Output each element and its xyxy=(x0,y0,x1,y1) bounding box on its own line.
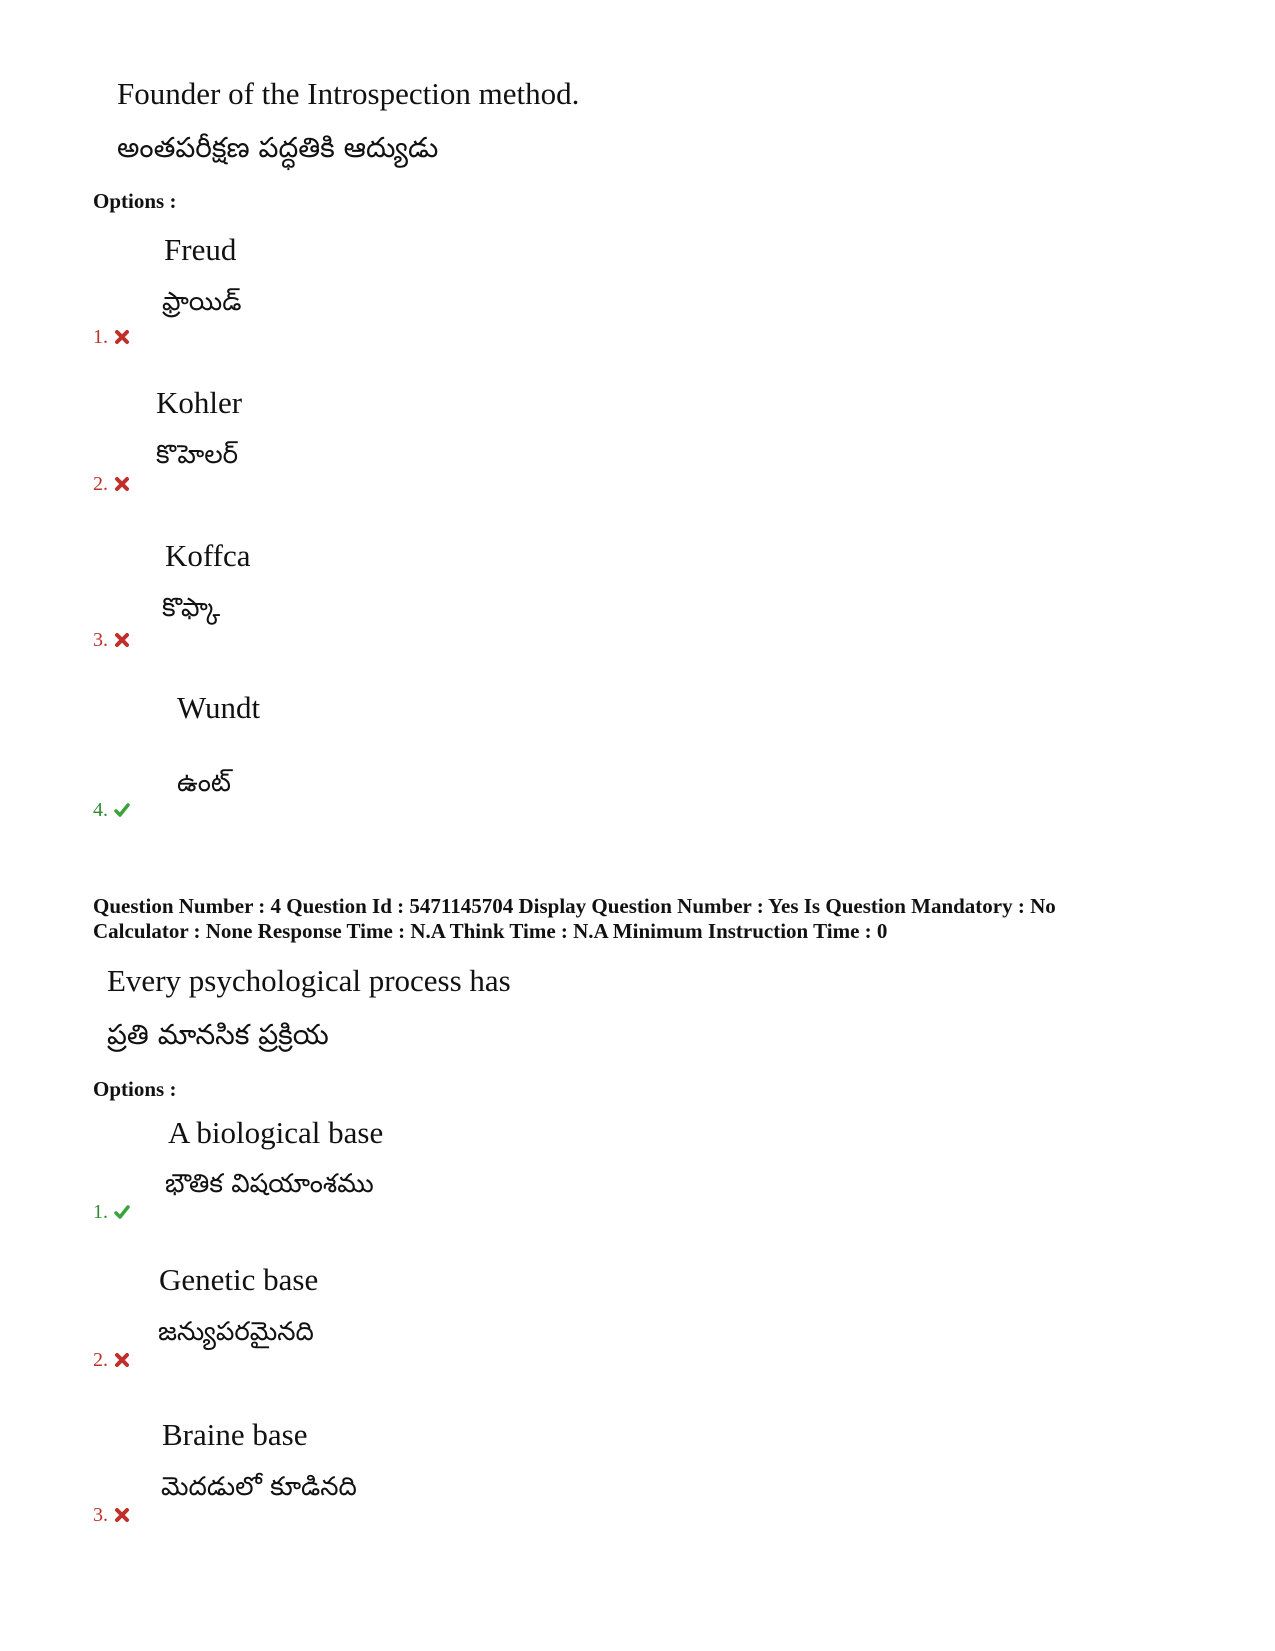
options-label: Options : xyxy=(93,1077,177,1101)
question-4-text-te: ప్రతి మానసిక ప్రక్రియ xyxy=(107,1018,329,1051)
option-number: 1. xyxy=(93,1201,108,1223)
cross-icon xyxy=(114,476,130,492)
check-icon xyxy=(114,802,130,818)
option-number: 2. xyxy=(93,1349,108,1371)
q4-option-2-text-te: జన్యుపరమైనది xyxy=(158,1317,314,1347)
q4-option-1-marker xyxy=(93,1202,130,1222)
question-4-meta-line-2: Calculator : None Response Time : N.A Think Time : N.A Minimum Instruction Time : 0 xyxy=(93,919,888,943)
cross-icon xyxy=(114,329,130,345)
option-1-text-en: Freud xyxy=(164,232,237,267)
option-3-marker xyxy=(93,630,130,650)
question-4-meta-line-1: Question Number : 4 Question Id : 5471145704 Display Question Number : Yes Is Question Mandatory : No xyxy=(93,894,1056,918)
check-icon xyxy=(114,1204,130,1220)
q4-option-3-text-te: మెదడులో కూడినది xyxy=(161,1472,357,1502)
option-1-marker xyxy=(93,327,130,347)
option-number: 2. xyxy=(93,473,108,495)
cross-icon xyxy=(114,1352,130,1368)
option-4-text-te: ఉంట్ xyxy=(177,768,232,798)
q4-option-2-text-en: Genetic base xyxy=(159,1262,319,1297)
question-3-text-te: అంతపరీక్షణ పద్ధతికి ఆద్యుడు xyxy=(117,131,439,164)
option-number: 4. xyxy=(93,799,108,821)
q4-option-1-text-en: A biological base xyxy=(168,1115,384,1150)
option-number: 3. xyxy=(93,1504,108,1526)
cross-icon xyxy=(114,632,130,648)
option-2-marker xyxy=(93,474,130,494)
q4-option-2-marker xyxy=(93,1350,130,1370)
option-3-text-te: కొఫ్కా xyxy=(162,593,221,623)
option-4-text-en: Wundt xyxy=(177,690,261,725)
question-4-text-en: Every psychological process has xyxy=(107,963,511,998)
option-1-text-te: ఫ్రాయిడ్ xyxy=(162,287,242,317)
option-4-marker xyxy=(93,800,130,820)
q4-option-1-text-te: భౌతిక విషయాంశము xyxy=(165,1169,374,1199)
option-3-text-en: Koffca xyxy=(165,538,251,573)
options-label: Options : xyxy=(93,189,177,213)
q4-option-3-marker xyxy=(93,1505,130,1525)
question-3-text-en: Founder of the Introspection method. xyxy=(117,76,580,111)
option-number: 3. xyxy=(93,629,108,651)
q4-option-3-text-en: Braine base xyxy=(162,1417,308,1452)
option-2-text-en: Kohler xyxy=(156,385,243,420)
cross-icon xyxy=(114,1507,130,1523)
option-2-text-te: కొహెలర్ xyxy=(156,440,239,470)
option-number: 1. xyxy=(93,326,108,348)
